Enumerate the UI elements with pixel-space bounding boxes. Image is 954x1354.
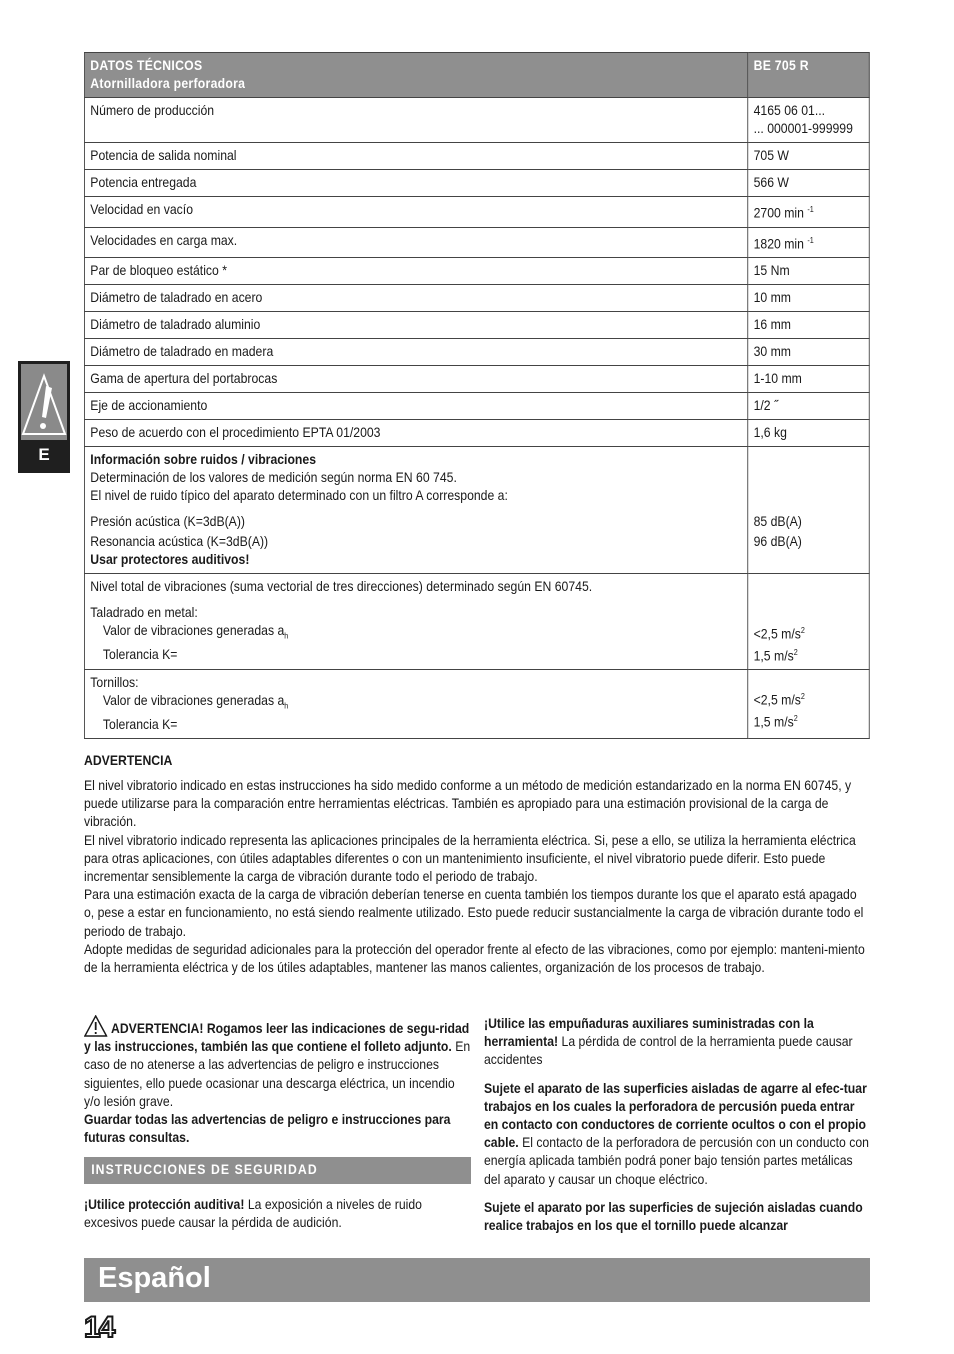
label-text: Valor de vibraciones generadas a bbox=[102, 693, 285, 709]
row-label: Diámetro de taladrado aluminio bbox=[84, 312, 747, 339]
row-value: 10 mm bbox=[748, 285, 870, 312]
header-title: DATOS TÉCNICOS bbox=[90, 58, 203, 73]
row-value bbox=[748, 197, 870, 228]
table-header-row bbox=[84, 53, 869, 98]
row-label: Número de producción bbox=[84, 98, 747, 143]
grip-text: El contacto de la perforadora de percusión con un conducto con energía aplicada también podrá poner bajo tensión partes metálicas del aparato y causar un choque eléctrico. bbox=[484, 1135, 869, 1187]
grip-bold-text: Sujete el aparato de las superficies aisladas de agarre al efec-tuar trabajos en los cuales la perforadora de percusión pueda entrar en contacto con conductores de corriente ocultos o con el propio cable. bbox=[484, 1080, 867, 1151]
table-row bbox=[84, 366, 869, 393]
table-header-title bbox=[84, 53, 747, 98]
header-model: BE 705 R bbox=[748, 53, 870, 98]
advertencia-paragraph: Adopte medidas de seguridad adicionales para la protección del operador frente al efecto de las vibraciones, como por ejemplo: manteni-miento de la herramienta eléctrica y de los útiles adaptables, mantener las manos calientes, organización de los procesos de trabajo. bbox=[84, 941, 865, 976]
screws-value bbox=[754, 688, 864, 710]
value-text: 1820 min bbox=[753, 236, 804, 252]
noise-row bbox=[84, 447, 869, 574]
advertencia-body bbox=[84, 777, 870, 977]
row-label: Eje de accionamiento bbox=[84, 393, 747, 420]
hearing-protection-note: Usar protectores auditivos! bbox=[90, 552, 250, 568]
exclamation-triangle-icon bbox=[21, 364, 67, 440]
hearing-bold-text: ¡Utilice protección auditiva! bbox=[84, 1196, 245, 1212]
advertencia-paragraph: El nivel vibratorio indicado representa las aplicaciones principales de la herramienta eléctrica. Si, pese a ello, se utiliza la herramienta eléctrica para otras aplicaciones, con útiles adaptables diferentes o con un mantenimiento insuficiente, el nivel vibratorio puede diferir. Esto puede incrementar sensiblemente la carga de vibración durante todo el periodo de trabajo. bbox=[84, 832, 856, 885]
table-row bbox=[84, 339, 869, 366]
value-text: 1,5 m/s bbox=[753, 714, 794, 730]
pressure-value: 85 dB(A) bbox=[753, 514, 802, 530]
value-sup: -1 bbox=[807, 235, 814, 245]
value-line-2: ... 000001-999999 bbox=[753, 121, 853, 136]
row-label: Diámetro de taladrado en acero bbox=[84, 285, 747, 312]
value-sup: 2 bbox=[793, 647, 798, 657]
row-value: 566 W bbox=[748, 170, 870, 197]
warning-bold-text: ADVERTENCIA! Rogamos leer las indicaciones de segu-ridad y las instrucciones, también las que contiene el folleto adjunto. bbox=[84, 1021, 470, 1055]
left-column bbox=[84, 1015, 471, 1242]
table-row bbox=[84, 143, 869, 170]
right-column bbox=[484, 1015, 871, 1245]
header-subtitle: Atornilladora perforadora bbox=[90, 76, 246, 91]
section-heading: INSTRUCCIONES DE SEGURIDAD bbox=[84, 1157, 471, 1183]
power-label: Resonancia acústica (K=3dB(A)) bbox=[90, 534, 269, 550]
table-row bbox=[84, 420, 869, 447]
row-value bbox=[748, 98, 870, 143]
table-row bbox=[84, 285, 869, 312]
value-sup: 2 bbox=[800, 692, 805, 702]
footer-language: Español bbox=[98, 1262, 211, 1294]
spacer bbox=[754, 578, 864, 622]
advertencia-paragraph: Para una estimación exacta de la carga de vibración deberían tenerse en cuenta también los tiempos durante los que el aparato está apagado o, pese a estar en funcionamiento, no está siendo realmente utilizado. Esto puede reducir sustancialmente la carga de vibración durante todo el periodo de trabajo. bbox=[84, 887, 864, 939]
noise-value-cell bbox=[748, 447, 870, 574]
label-sub: h bbox=[284, 631, 289, 641]
metal-value bbox=[754, 622, 864, 644]
warning-text: En caso de no atenerse a las advertencias de peligro e instrucciones siguientes, ello puede ocasionar una descarga eléctrica, un incendio y/o lesión grave. bbox=[84, 1039, 471, 1109]
vibration-screws-label-cell bbox=[84, 670, 747, 739]
vibration-intro: Nivel total de vibraciones (suma vectorial de tres direcciones) determinado según EN 60745. bbox=[90, 579, 593, 595]
spacer bbox=[90, 596, 742, 604]
row-value: 705 W bbox=[748, 143, 870, 170]
screws-title: Tornillos: bbox=[90, 675, 139, 691]
noise-line-2: El nivel de ruido típico del aparato determinado con un filtro A corresponde a: bbox=[90, 488, 508, 504]
row-value: 15 Nm bbox=[748, 258, 870, 285]
value-sup: 2 bbox=[793, 713, 798, 723]
row-label: Velocidad en vacío bbox=[84, 197, 747, 228]
label-text: Valor de vibraciones generadas a bbox=[102, 623, 285, 639]
label-sub: h bbox=[284, 701, 289, 711]
noise-line-1: Determinación de los valores de medición según norma EN 60 745. bbox=[90, 470, 457, 486]
row-value: 1/2 ˝ bbox=[748, 393, 870, 420]
table-row bbox=[84, 197, 869, 228]
warning-box bbox=[21, 364, 67, 440]
screws-tolerance-label: Tolerancia K= bbox=[102, 716, 178, 732]
vibration-screws-row bbox=[84, 670, 869, 739]
table-row bbox=[84, 170, 869, 197]
metal-title: Taladrado en metal: bbox=[90, 605, 198, 621]
advertencia-heading: ADVERTENCIA bbox=[84, 753, 173, 768]
value-sup: 2 bbox=[800, 626, 805, 636]
screws-value-label bbox=[90, 692, 742, 716]
value-sup: -1 bbox=[807, 205, 814, 214]
page-number: 14 bbox=[84, 1311, 114, 1344]
table-row bbox=[84, 258, 869, 285]
safety-warning-paragraph bbox=[84, 1015, 471, 1111]
row-value: 30 mm bbox=[748, 339, 870, 366]
metal-value-label bbox=[90, 622, 742, 646]
grip2-paragraph: Sujete el aparato por las superficies de sujeción aisladas cuando realice trabajos en los que el tornillo puede alcanzar bbox=[484, 1199, 863, 1234]
technical-data-table bbox=[84, 52, 870, 739]
grip-paragraph bbox=[484, 1080, 871, 1189]
metal-tolerance bbox=[754, 644, 864, 666]
footer-language-bar bbox=[84, 1258, 870, 1302]
vibration-metal-value-cell bbox=[748, 574, 870, 670]
value-text: 2700 min bbox=[753, 205, 804, 221]
row-label: Peso de acuerdo con el procedimiento EPTA 01/2003 bbox=[84, 420, 747, 447]
row-label: Potencia entregada bbox=[84, 170, 747, 197]
handles-bold-text: ¡Utilice las empuñaduras auxiliares suministradas con la herramienta! bbox=[484, 1016, 814, 1050]
vibration-metal-label-cell bbox=[84, 574, 747, 670]
pressure-label: Presión acústica (K=3dB(A)) bbox=[90, 514, 246, 530]
table-row bbox=[84, 393, 869, 420]
vibration-screws-value-cell bbox=[748, 670, 870, 739]
value-text: <2,5 m/s bbox=[753, 692, 801, 708]
row-label: Velocidades en carga max. bbox=[84, 227, 747, 258]
vibration-metal-row bbox=[84, 574, 869, 670]
power-value: 96 dB(A) bbox=[753, 534, 802, 550]
row-value: 1,6 kg bbox=[748, 420, 870, 447]
spacer bbox=[754, 674, 864, 688]
metal-tolerance-label: Tolerancia K= bbox=[102, 646, 178, 662]
row-value bbox=[748, 227, 870, 258]
hearing-text: La exposición a niveles de ruido excesivos puede causar la pérdida de audición. bbox=[84, 1196, 422, 1230]
spacer bbox=[90, 505, 742, 513]
row-label: Gama de apertura del portabrocas bbox=[84, 366, 747, 393]
table-row bbox=[84, 312, 869, 339]
noise-label-cell bbox=[84, 447, 747, 574]
value-text: <2,5 m/s bbox=[753, 626, 801, 642]
keep-instructions-note: Guardar todas las advertencias de peligro e instrucciones para futuras consultas. bbox=[84, 1112, 451, 1146]
noise-title: Información sobre ruidos / vibraciones bbox=[90, 452, 317, 468]
value-text: 1,5 m/s bbox=[753, 648, 794, 664]
screws-tolerance bbox=[754, 710, 864, 732]
row-label: Par de bloqueo estático * bbox=[84, 258, 747, 285]
advertencia-paragraph: El nivel vibratorio indicado en estas instrucciones ha sido medido conforme a un método de medición estandarizado en la norma EN 60745, y puede utilizarse para la comparación entre herramientas eléctricas. También es apropiado para una estimación provisional de la carga de vibración. bbox=[84, 778, 852, 830]
handles-paragraph bbox=[484, 1015, 871, 1070]
row-value: 16 mm bbox=[748, 312, 870, 339]
hearing-paragraph bbox=[84, 1196, 471, 1232]
handles-text: La pérdida de control de la herramienta puede causar accidentes bbox=[484, 1034, 853, 1068]
language-code: E bbox=[38, 445, 50, 464]
row-value: 1-10 mm bbox=[748, 366, 870, 393]
table-row bbox=[84, 98, 869, 143]
language-side-tab bbox=[18, 361, 70, 473]
spacer bbox=[754, 451, 864, 513]
row-label: Potencia de salida nominal bbox=[84, 143, 747, 170]
row-label: Diámetro de taladrado en madera bbox=[84, 339, 747, 366]
table-row bbox=[84, 227, 869, 258]
value-line-1: 4165 06 01... bbox=[753, 103, 826, 118]
warning-triangle-icon bbox=[84, 1015, 107, 1037]
